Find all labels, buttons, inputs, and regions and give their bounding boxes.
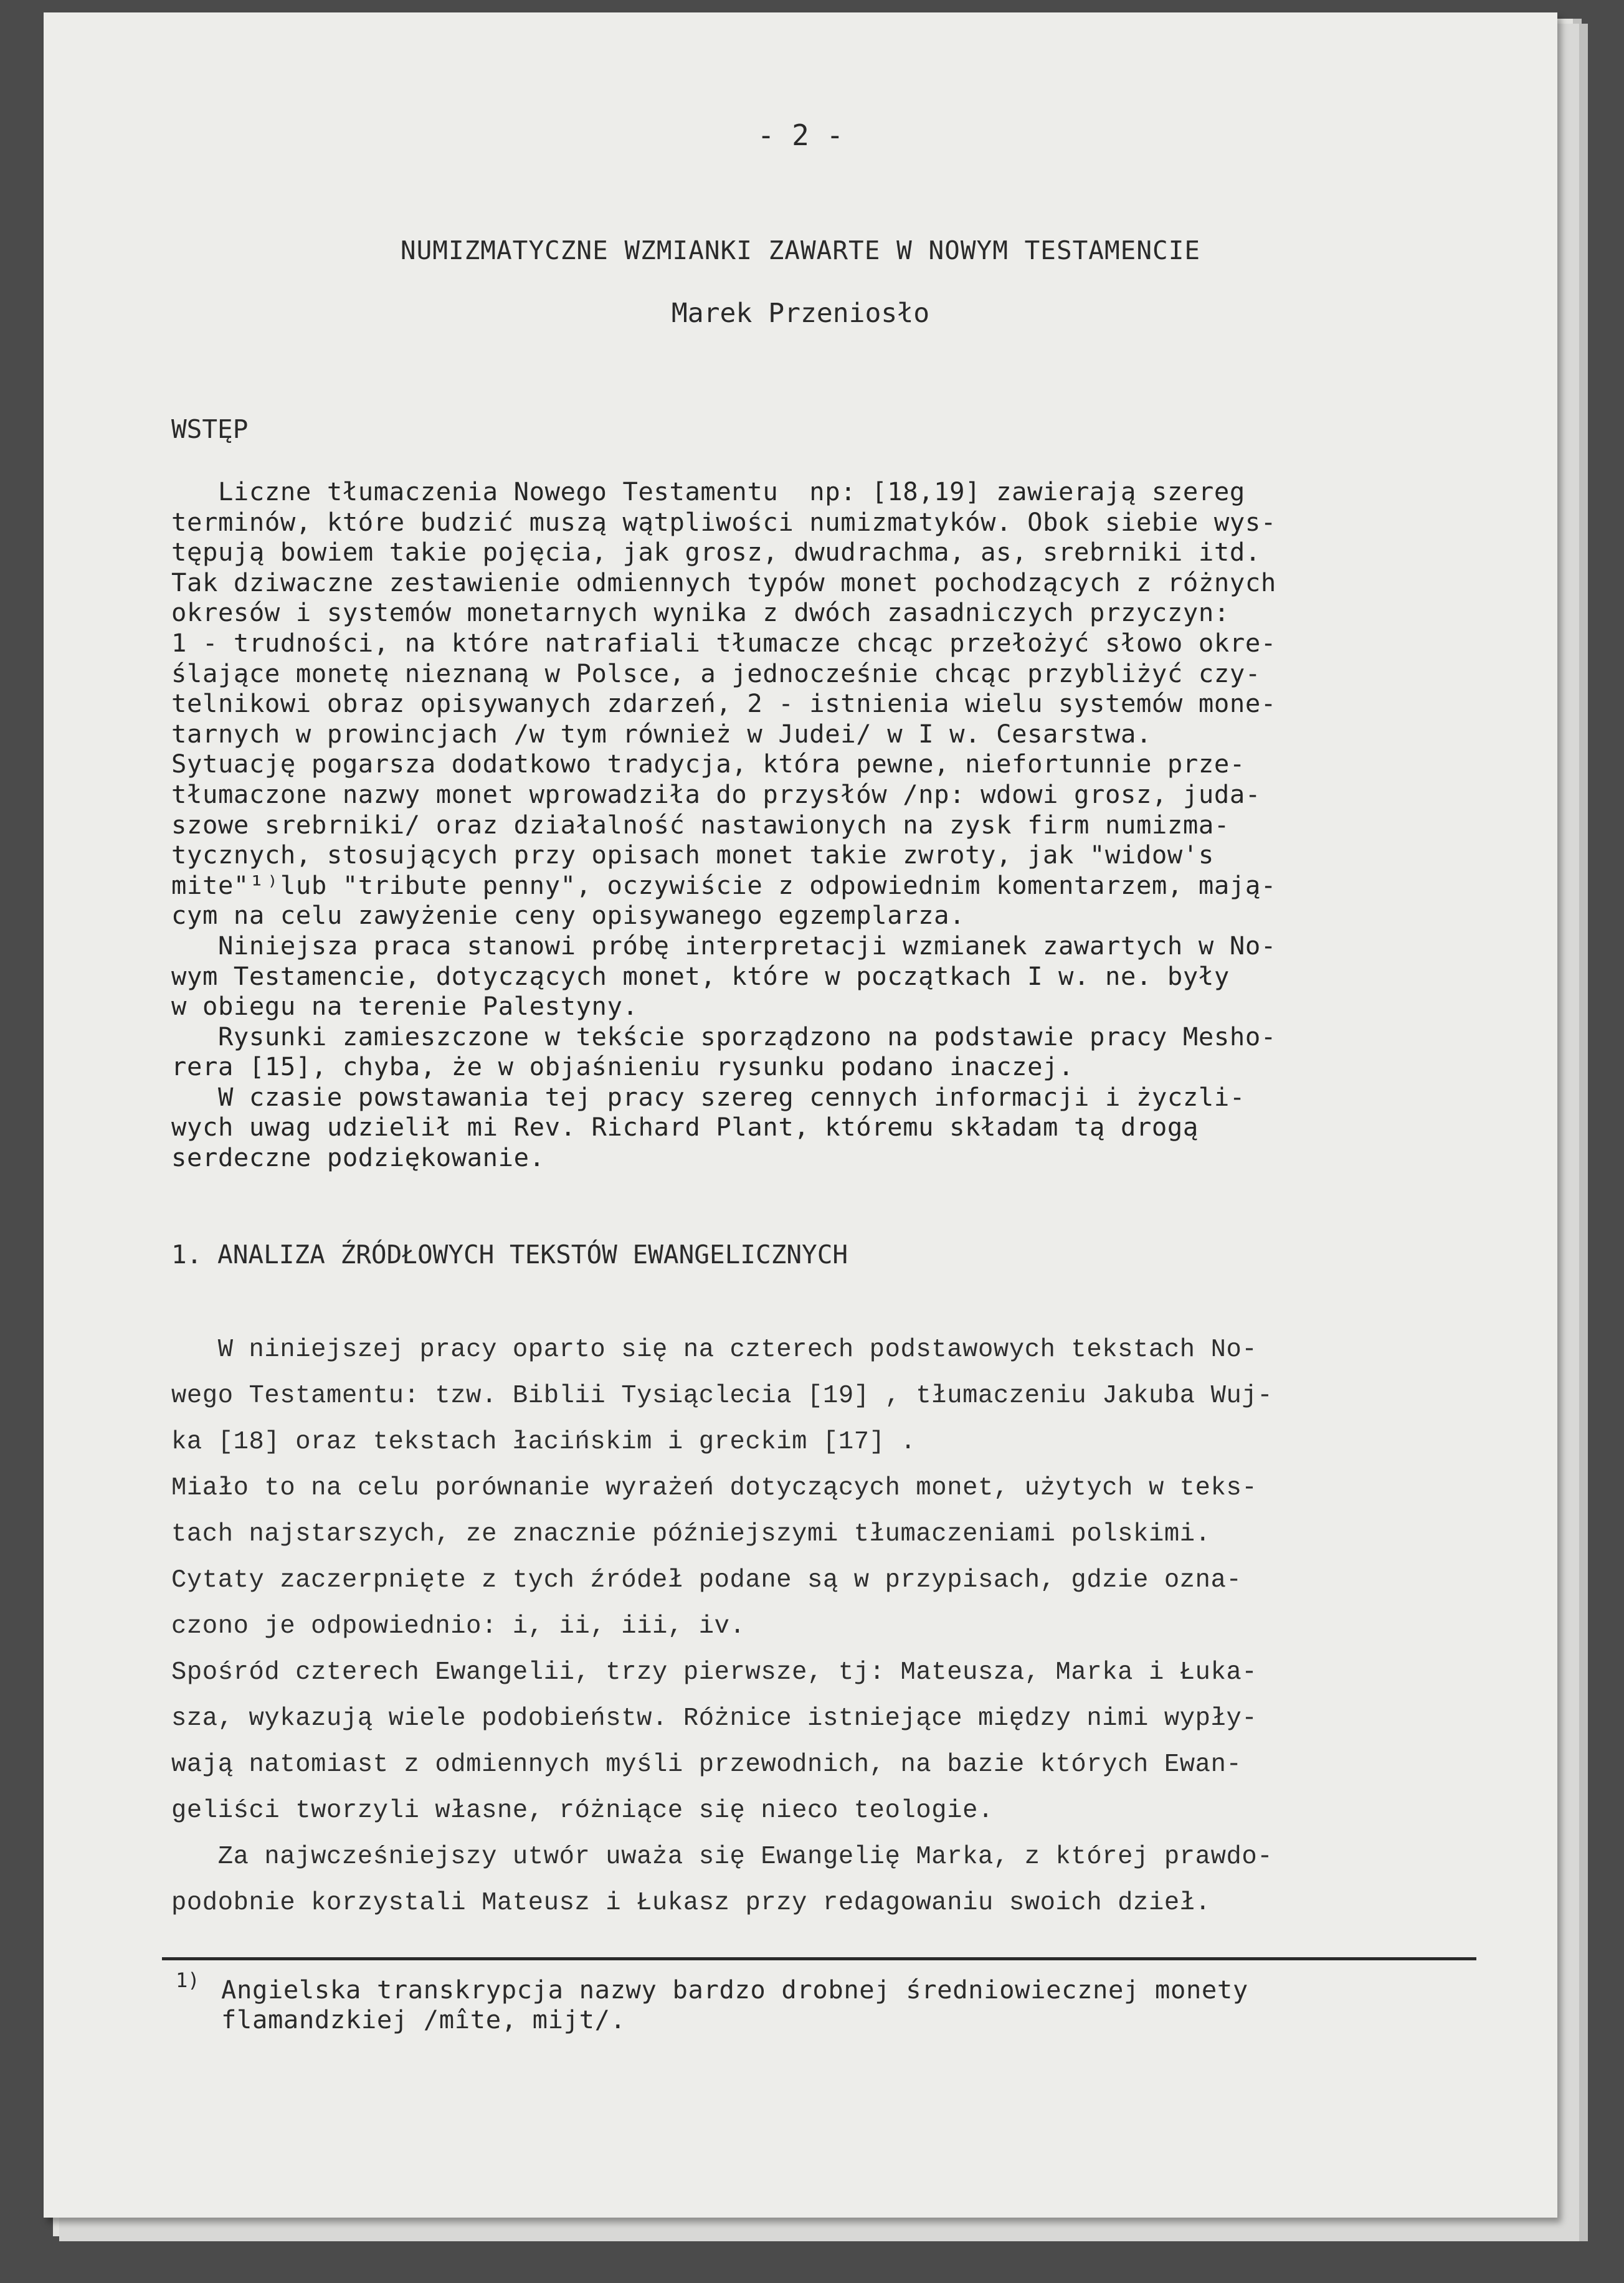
intro-text-line: Tak dziwaczne zestawienie odmiennych typów monet pochodzących z różnych <box>171 567 1276 597</box>
section-text-line: geliści tworzyli własne, różniące się nieco teologie. <box>171 1796 994 1825</box>
intro-text-line: cym na celu zawyżenie ceny opisywanego egzemplarza. <box>171 900 966 931</box>
section-text-line: wają natomiast z odmiennych myśli przewodnich, na bazie których Ewan- <box>171 1750 1242 1779</box>
intro-text-line: tępują bowiem takie pojęcia, jak grosz, dwudrachma, as, srebrniki itd. <box>171 537 1261 567</box>
section-text-line: ka [18] oraz tekstach łacińskim i greckim [17] . <box>171 1428 916 1456</box>
section-text-line: Cytaty zaczerpnięte z tych źródeł podane są w przypisach, gdzie ozna- <box>171 1566 1242 1595</box>
intro-text-line: Liczne tłumaczenia Nowego Testamentu np: [18,19] zawierają szereg <box>171 477 1245 506</box>
page-number: - 2 - <box>757 118 844 152</box>
intro-heading: WSTĘP <box>171 414 249 444</box>
section-text-line: Spośród czterech Ewangelii, trzy pierwsze, tj: Mateusza, Marka i Łuka- <box>171 1658 1258 1687</box>
section-text-line: sza, wykazują wiele podobieństw. Różnice istniejące między nimi wypły- <box>171 1704 1258 1733</box>
intro-text-line: W czasie powstawania tej pracy szereg cennych informacji i życzli- <box>171 1081 1245 1112</box>
footnote-text <box>221 1975 1529 2034</box>
footnote-text-line: Angielska transkrypcja nazwy bardzo drobnej średniowiecznej monety <box>221 1975 1248 2005</box>
section-text-line: wego Testamentu: tzw. Biblii Tysiąclecia [19] , tłumaczeniu Jakuba Wuj- <box>171 1382 1273 1410</box>
section-text-line: czono je odpowiednio: i, ii, iii, iv. <box>171 1612 746 1641</box>
footnote-divider <box>162 1957 1476 1960</box>
intro-text-line: Sytuację pogarsza dodatkowo tradycja, która pewne, niefortunnie prze- <box>171 749 1245 779</box>
section-1-heading: 1. ANALIZA ŹRÓDŁOWYCH TEKSTÓW EWANGELICZNYCH <box>171 1240 848 1270</box>
intro-text-line: w obiegu na terenie Palestyny. <box>171 991 639 1022</box>
intro-paragraphs <box>171 477 1529 1173</box>
intro-text-line: telnikowi obraz opisywanych zdarzeń, 2 - istnienia wielu systemów mone- <box>171 688 1276 719</box>
intro-text-line: ślające monetę nieznaną w Polsce, a jednocześnie chcąc przybliżyć czy- <box>171 658 1261 688</box>
intro-text-line: rera [15], chyba, że w objaśnieniu rysunku podano inaczej. <box>171 1051 1075 1082</box>
intro-text-line: tłumaczone nazwy monet wprowadziła do przysłów /np: wdowi grosz, juda- <box>171 779 1261 809</box>
intro-text-line: mite"¹⁾lub "tribute penny", oczywiście z odpowiednim komentarzem, mają- <box>171 870 1276 900</box>
section-text-line: Za najwcześniejszy utwór uważa się Ewangelię Marka, z której prawdo- <box>171 1843 1273 1871</box>
section-text-line: podobnie korzystali Mateusz i Łukasz przy redagowaniu swoich dzieł. <box>171 1889 1211 1917</box>
intro-text-line: Niniejsza praca stanowi próbę interpretacji wzmianek zawartych w No- <box>171 930 1276 961</box>
intro-text-line: terminów, które budzić muszą wątpliwości numizmatyków. Obok siebie wys- <box>171 506 1276 537</box>
section-1-paragraphs <box>171 1327 1529 1926</box>
intro-text-line: okresów i systemów monetarnych wynika z dwóch zasadniczych przyczyn: <box>171 597 1230 628</box>
section-text-line: Miało to na celu porównanie wyrażeń dotyczących monet, użytych w teks- <box>171 1474 1258 1502</box>
intro-text-line: Rysunki zamieszczone w tekście sporządzono na podstawie pracy Mesho- <box>171 1021 1276 1051</box>
intro-text-line: tarnych w prowincjach /w tym również w Judei/ w I w. Cesarstwa. <box>171 718 1152 749</box>
section-text-line: tach najstarszych, ze znacznie późniejszymi tłumaczeniami polskimi. <box>171 1520 1211 1549</box>
footnote-marker: 1) <box>176 1968 200 1992</box>
footnote-text-line: flamandzkiej /mîte, mijt/. <box>221 2005 626 2034</box>
document-author: Marek Przeniosło <box>671 298 930 329</box>
document-title: NUMIZMATYCZNE WZMIANKI ZAWARTE W NOWYM TESTAMENCIE <box>400 235 1201 265</box>
intro-text-line: wych uwag udzielił mi Rev. Richard Plant, któremu składam tą drogą <box>171 1112 1199 1142</box>
document-page <box>44 12 1557 2218</box>
intro-text-line: tycznych, stosujących przy opisach monet takie zwroty, jak "widow's <box>171 840 1214 870</box>
intro-text-line: wym Testamencie, dotyczących monet, które w początkach I w. ne. były <box>171 961 1230 991</box>
intro-text-line: szowe srebrniki/ oraz działalność nastawionych na zysk firm numizma- <box>171 809 1230 840</box>
section-text-line: W niniejszej pracy oparto się na czterech podstawowych tekstach No- <box>171 1336 1258 1364</box>
intro-text-line: 1 - trudności, na które natrafiali tłumacze chcąc przełożyć słowo okre- <box>171 627 1276 658</box>
intro-text-line: serdeczne podziękowanie. <box>171 1142 545 1173</box>
